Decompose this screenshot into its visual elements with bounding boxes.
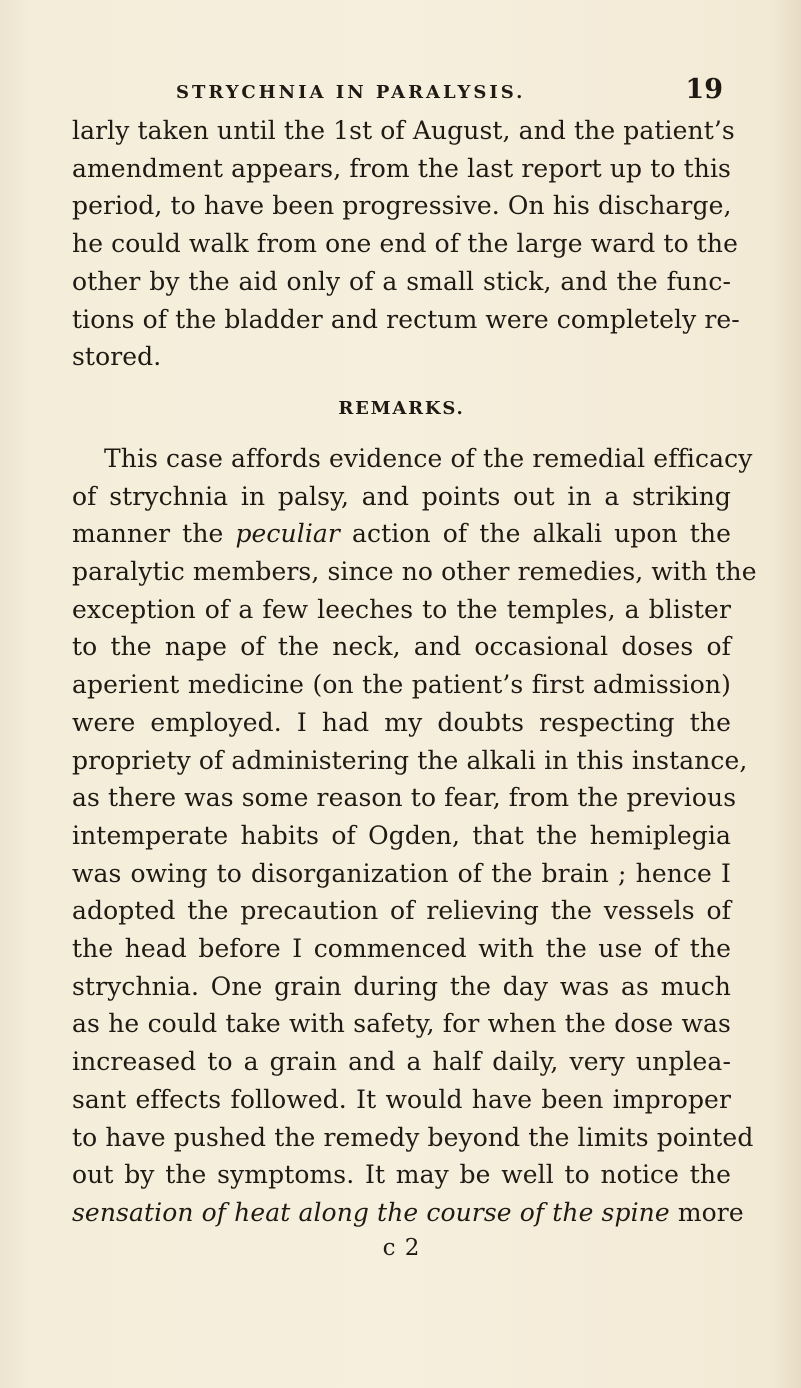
text-line: to have pushed the remedy beyond the limits pointed <box>72 1122 754 1152</box>
text-line: to the nape of the neck, and occasional doses of <box>72 632 731 662</box>
text-line: amendment appears, from the last report up to this <box>72 153 731 183</box>
emphasized-phrase: sensation of heat along the course of the spine <box>72 1197 670 1227</box>
running-title: STRYCHNIA IN PARALYSIS. <box>176 82 526 103</box>
text-line: as there was some reason to fear, from the previous <box>72 783 737 813</box>
remarks-heading: REMARKS. <box>338 397 465 419</box>
text-line: other by the aid only of a small stick, and the func- <box>72 266 731 296</box>
text-line: larly taken until the 1st of August, and the patient’s <box>72 116 735 145</box>
text-fragment: manner the <box>72 519 236 549</box>
paragraph-remarks <box>72 440 757 1232</box>
text-line: the head before I commenced with the use of the <box>72 934 731 964</box>
emphasized-word: peculiar <box>235 519 340 549</box>
page-header <box>176 74 723 112</box>
text-line: stored. <box>72 342 162 372</box>
text-line: tions of the bladder and rectum were completely re- <box>72 304 740 334</box>
text-line: period, to have been progressive. On his discharge, <box>72 191 732 221</box>
text-line-with-emphasis <box>72 1194 744 1232</box>
text-line: adopted the precaution of relieving the vessels of <box>72 896 731 926</box>
text-line: were employed. I had my doubts respecting the <box>72 707 731 737</box>
signature-mark: c 2 <box>382 1234 421 1261</box>
page-number: 19 <box>685 74 723 105</box>
text-line: exception of a few leeches to the temples, a blister <box>72 594 731 624</box>
text-line-with-emphasis <box>72 515 731 553</box>
text-fragment: action of the alkali upon the <box>340 519 731 549</box>
text-line: out by the symptoms. It may be well to notice the <box>72 1160 731 1190</box>
text-line: increased to a grain and a half daily, very unplea- <box>72 1047 731 1077</box>
text-line: was owing to disorganization of the brain ; hence I <box>72 858 731 888</box>
text-line: sant effects followed. It would have been improper <box>72 1084 731 1114</box>
text-line: propriety of administering the alkali in this instance, <box>72 745 748 775</box>
text-line: This case affords evidence of the remedial efficacy <box>104 443 753 473</box>
paragraph-case-conclusion <box>72 112 740 376</box>
text-line: he could walk from one end of the large ward to the <box>72 229 739 259</box>
text-line: paralytic members, since no other remedies, with the <box>72 557 757 587</box>
text-line: aperient medicine (on the patient’s first admission) <box>72 670 731 700</box>
text-line: intemperate habits of Ogden, that the hemiplegia <box>72 820 731 850</box>
text-line: as he could take with safety, for when the dose was <box>72 1009 731 1039</box>
text-line: of strychnia in palsy, and points out in a striking <box>72 481 731 511</box>
text-fragment: more <box>669 1197 744 1227</box>
text-line: strychnia. One grain during the day was as much <box>72 971 731 1001</box>
